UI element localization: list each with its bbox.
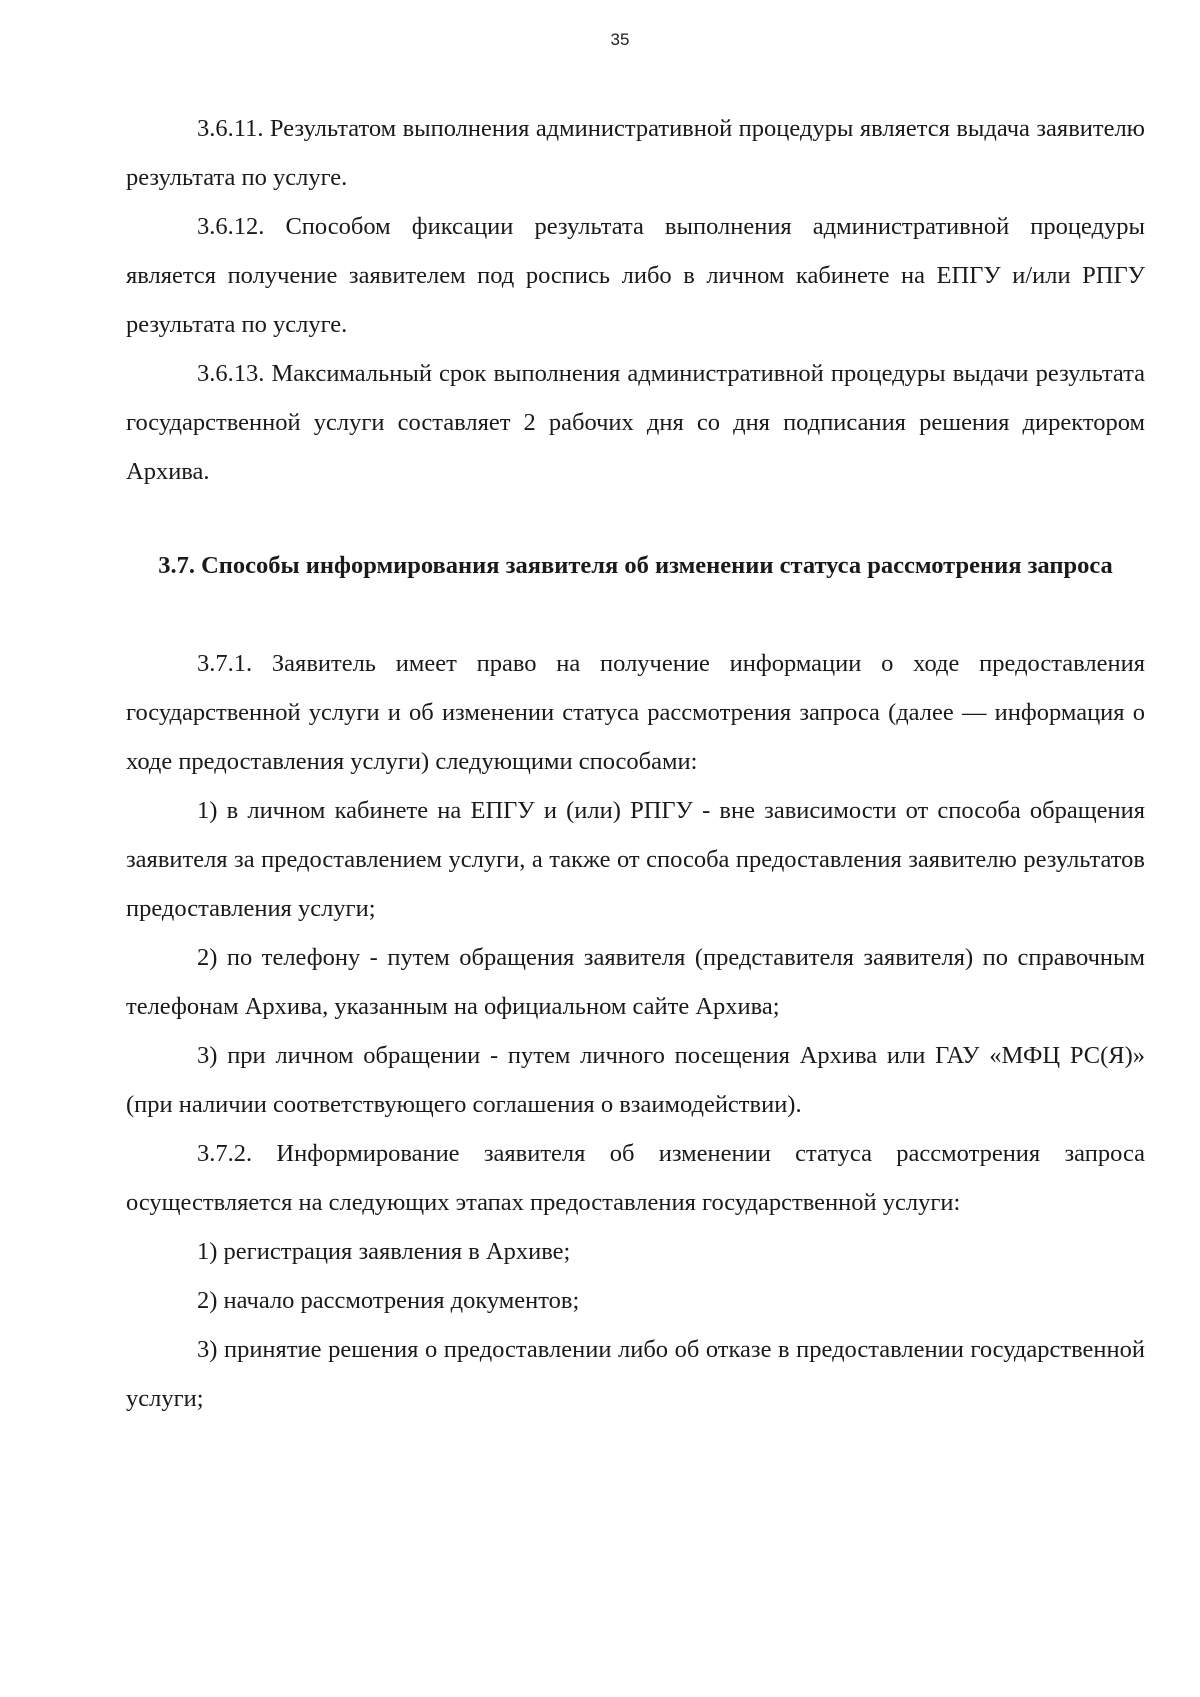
page-number: 35 [610, 30, 630, 49]
paragraph-3-7-1: 3.7.1. Заявитель имеет право на получение информации о ходе предоставления государственной услуги и об изменении статуса рассмотрения запроса (далее — информация о ходе предоставления услуги) следующими способами: [126, 650, 1145, 775]
paragraph-3-6-11: 3.6.11. Результатом выполнения административной процедуры является выдача заявителю результата по услуге. [126, 115, 1145, 191]
document-body [126, 104, 1145, 1423]
list-item-way-1: 1) в личном кабинете на ЕПГУ и (или) РПГУ - вне зависимости от способа обращения заявителя за предоставлением услуги, а также от способа предоставления заявителю результатов предоставления услуги; [126, 797, 1145, 922]
list-item-stage-2: 2) начало рассмотрения документов; [197, 1287, 580, 1314]
list-item-stage-3: 3) принятие решения о предоставлении либо об отказе в предоставлении государственной услуги; [126, 1336, 1145, 1412]
paragraph-3-6-13: 3.6.13. Максимальный срок выполнения административной процедуры выдачи результата государственной услуги составляет 2 рабочих дня со дня подписания решения директором Архива. [126, 360, 1145, 485]
list-item-way-2: 2) по телефону - путем обращения заявителя (представителя заявителя) по справочным телефонам Архива, указанным на официальном сайте Архива; [126, 944, 1145, 1020]
paragraph-3-7-2: 3.7.2. Информирование заявителя об изменении статуса рассмотрения запроса осуществляется на следующих этапах предоставления государственной услуги: [126, 1140, 1145, 1216]
list-item-way-3: 3) при личном обращении - путем личного посещения Архива или ГАУ «МФЦ РС(Я)» (при наличии соответствующего соглашения о взаимодействии). [126, 1042, 1145, 1118]
section-heading-3-7: 3.7. Способы информирования заявителя об изменении статуса рассмотрения запроса [158, 552, 1113, 579]
paragraph-3-6-12: 3.6.12. Способом фиксации результата выполнения административной процедуры является получение заявителем под роспись либо в личном кабинете на ЕПГУ и/или РПГУ результата по услуге. [126, 213, 1145, 338]
list-item-stage-1: 1) регистрация заявления в Архиве; [197, 1238, 571, 1265]
